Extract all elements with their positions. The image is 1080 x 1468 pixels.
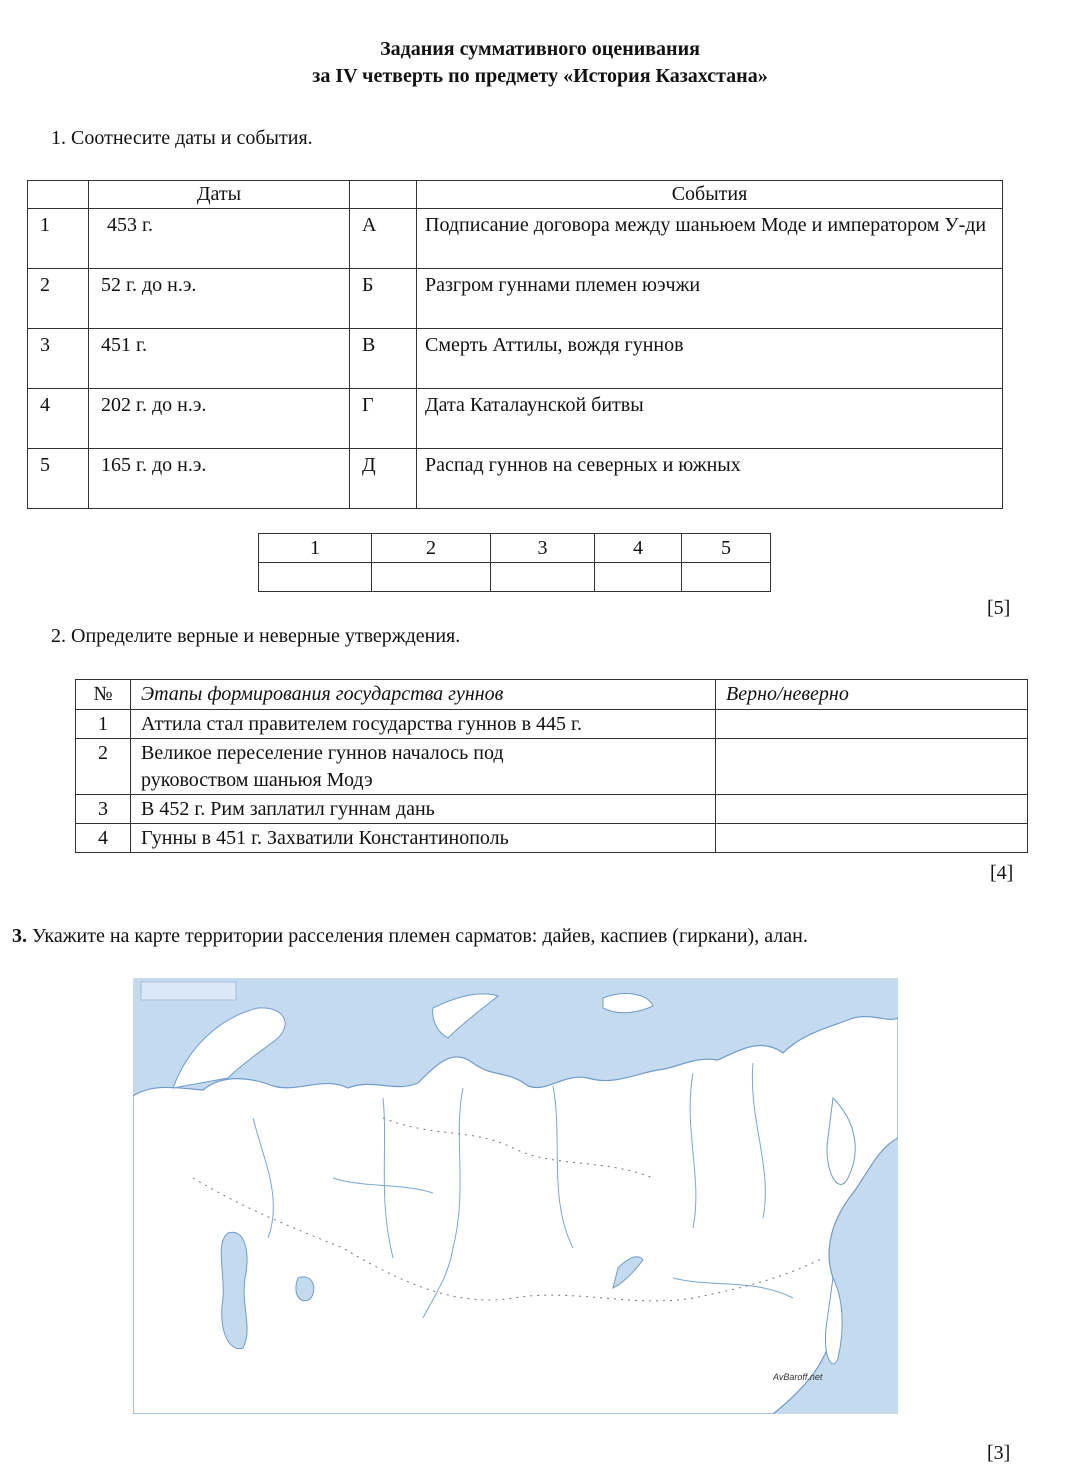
statement-cell: Гунны в 451 г. Захватили Константинополь xyxy=(131,824,716,853)
table-row xyxy=(76,795,1028,824)
row-number: 4 xyxy=(28,389,89,449)
table-row xyxy=(28,269,1003,329)
title-line-1: Задания суммативного оценивания xyxy=(380,38,700,60)
q2-prompt: 2. Определите верные и неверные утверждения. xyxy=(51,625,461,647)
date-cell: 52 г. до н.э. xyxy=(89,269,350,329)
answer-input-row xyxy=(259,563,771,592)
date-cell: 451 г. xyxy=(89,329,350,389)
header-dates: Даты xyxy=(89,181,350,209)
row-number: 5 xyxy=(28,449,89,509)
answer-cell-4[interactable] xyxy=(595,563,682,592)
letter-cell: Г xyxy=(350,389,417,449)
answer-cell[interactable] xyxy=(716,739,1028,795)
row-number: 3 xyxy=(76,795,131,824)
date-cell: 165 г. до н.э. xyxy=(89,449,350,509)
map-watermark: AvBaroff.net xyxy=(773,1372,823,1382)
answer-cell-2[interactable] xyxy=(372,563,491,592)
letter-cell: В xyxy=(350,329,417,389)
table-header-row xyxy=(76,680,1028,710)
row-number: 3 xyxy=(28,329,89,389)
event-cell: Разгром гуннами племен юэчжи xyxy=(417,269,1003,329)
row-number: 1 xyxy=(76,710,131,739)
answer-cell-1[interactable] xyxy=(259,563,372,592)
date-cell: 202 г. до н.э. xyxy=(89,389,350,449)
letter-cell: Д xyxy=(350,449,417,509)
header-events: События xyxy=(417,181,1003,209)
event-cell: Распад гуннов на северных и южных xyxy=(417,449,1003,509)
table-row xyxy=(76,824,1028,853)
answer-cell[interactable] xyxy=(716,710,1028,739)
q1-prompt: 1. Соотнесите даты и события. xyxy=(51,127,313,149)
answer-header: 2 xyxy=(372,534,491,563)
q2-score: [4] xyxy=(990,862,1014,884)
row-number: 2 xyxy=(28,269,89,329)
table-header-row xyxy=(28,181,1003,209)
dates-events-table xyxy=(27,180,1003,509)
table-row xyxy=(28,389,1003,449)
table-row xyxy=(28,449,1003,509)
contour-map[interactable] xyxy=(133,978,898,1414)
answer-cell[interactable] xyxy=(716,824,1028,853)
row-number: 2 xyxy=(76,739,131,795)
answer-header-row xyxy=(259,534,771,563)
answer-header: 5 xyxy=(682,534,771,563)
answer-header: 4 xyxy=(595,534,682,563)
table-row xyxy=(76,710,1028,739)
q3-score: [3] xyxy=(987,1442,1011,1464)
statement-cell: Великое переселение гуннов началось под руковоством шаньюя Модэ xyxy=(131,739,716,795)
q3-number: 3. xyxy=(12,925,27,947)
header-number: № xyxy=(76,680,131,710)
event-cell: Дата Каталаунской битвы xyxy=(417,389,1003,449)
statement-cell: Аттила стал правителем государства гуннов в 445 г. xyxy=(131,710,716,739)
statement-cell: В 452 г. Рим заплатил гуннам дань xyxy=(131,795,716,824)
letter-cell: Б xyxy=(350,269,417,329)
answer-grid xyxy=(258,533,771,592)
letter-cell: А xyxy=(350,209,417,269)
q3-text: Укажите на карте территории расселения племен сарматов: дайев, каспиев (гиркани), алан. xyxy=(27,925,808,947)
event-cell: Смерть Аттилы, вождя гуннов xyxy=(417,329,1003,389)
table-row xyxy=(28,209,1003,269)
table-row xyxy=(28,329,1003,389)
event-cell: Подписание договора между шаньюем Моде и императором У-ди xyxy=(417,209,1003,269)
q1-score: [5] xyxy=(987,597,1011,619)
contour-map-drawing xyxy=(133,978,898,1414)
table-row xyxy=(76,739,1028,795)
document-title xyxy=(0,36,1080,90)
header-stages: Этапы формирования государства гуннов xyxy=(131,680,716,710)
q3-prompt xyxy=(12,925,808,948)
answer-header: 3 xyxy=(491,534,595,563)
header-answer: Верно/неверно xyxy=(716,680,1028,710)
answer-header: 1 xyxy=(259,534,372,563)
title-line-2: за IV четверть по предмету «История Казахстана» xyxy=(312,65,768,87)
answer-cell-5[interactable] xyxy=(682,563,771,592)
row-number: 1 xyxy=(28,209,89,269)
true-false-table xyxy=(75,679,1028,853)
answer-cell[interactable] xyxy=(716,795,1028,824)
date-cell: 453 г. xyxy=(89,209,350,269)
answer-cell-3[interactable] xyxy=(491,563,595,592)
row-number: 4 xyxy=(76,824,131,853)
